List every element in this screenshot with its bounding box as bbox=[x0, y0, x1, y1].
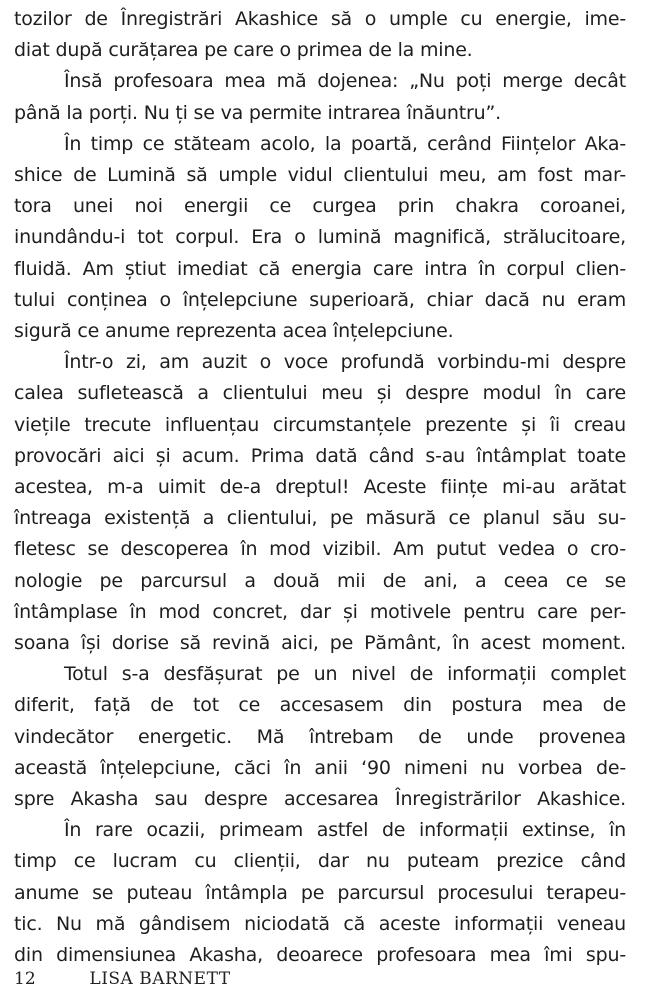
text-line: anume se puteau întâmpla pe parcursul procesului terapeu- bbox=[14, 881, 626, 904]
text-line: calea sufletească a clientului meu și despre modul în care bbox=[14, 382, 626, 405]
text-line: provocări aici și acum. Prima dată când s-au întâmplat toate bbox=[14, 444, 626, 467]
text-line: tic. Nu mă gândisem niciodată că aceste informații veneau bbox=[14, 912, 626, 935]
text-line: acestea, m-a uimit de-a dreptul! Aceste ființe mi-au arătat bbox=[14, 476, 626, 499]
page-footer bbox=[14, 969, 231, 989]
text-line: În timp ce stăteam acolo, la poartă, cerând Ființelor Aka- bbox=[64, 132, 626, 155]
running-author: LISA BARNETT bbox=[89, 969, 231, 989]
text-line: fluidă. Am știut imediat că energia care intra în corpul clien- bbox=[14, 257, 626, 280]
page-number: 12 bbox=[14, 969, 36, 989]
text-line: nologie pe parcursul a două mii de ani, a ceea ce se bbox=[14, 569, 626, 592]
text-line: timp ce lucram cu clienții, dar nu puteam prezice când bbox=[14, 850, 626, 873]
text-line: fletesc se descoperea în mod vizibil. Am putut vedea o cro- bbox=[14, 538, 626, 561]
text-line: Totul s-a desfășurat pe un nivel de informații complet bbox=[64, 663, 626, 686]
text-line: diferit, față de tot ce accesasem din postura mea de bbox=[14, 694, 626, 717]
text-line: întâmplase în mod concret, dar și motivele pentru care per- bbox=[14, 600, 626, 623]
text-line: din dimensiunea Akasha, deoarece profesoara mea îmi spu- bbox=[14, 944, 626, 967]
text-line: tora unei noi energii ce curgea prin chakra coroanei, bbox=[14, 195, 626, 218]
text-line: viețile trecute influențau circumstanțele prezente și îi creau bbox=[14, 413, 626, 436]
text-line: soana își dorise să revină aici, pe Pământ, în acest moment. bbox=[14, 632, 626, 655]
text-line: tului conținea o înțelepciune superioară, chiar dacă nu eram bbox=[14, 288, 626, 311]
text-line: shice de Lumină să umple vidul clientului meu, am fost mar- bbox=[14, 164, 626, 187]
text-line: vindecător energetic. Mă întrebam de unde provenea bbox=[14, 725, 626, 748]
text-line: Însă profesoara mea mă dojenea: „Nu poți merge decât bbox=[64, 70, 626, 93]
text-line: tozilor de Înregistrări Akashice să o umple cu energie, ime- bbox=[14, 8, 626, 30]
text-line: până la porți. Nu ți se va permite intrarea înăuntru”. bbox=[14, 101, 501, 124]
text-line: diat după curățarea pe care o primea de la mine. bbox=[14, 39, 473, 62]
text-line: întreaga existență a clientului, pe măsură ce planul său su- bbox=[14, 507, 626, 530]
body-text bbox=[14, 4, 626, 971]
text-line: sigură ce anume reprezenta acea înțelepciune. bbox=[14, 320, 454, 343]
text-line: această înțelepciune, căci în anii ‘90 nimeni nu vorbea de- bbox=[14, 756, 626, 779]
text-line: inundându-i tot corpul. Era o lumină magnifică, strălucitoare, bbox=[14, 226, 626, 249]
text-line: spre Akasha sau despre accesarea Înregistrărilor Akashice. bbox=[14, 788, 626, 811]
text-line: Într-o zi, am auzit o voce profundă vorbindu-mi despre bbox=[64, 351, 626, 374]
text-line: În rare ocazii, primeam astfel de informații extinse, în bbox=[64, 819, 626, 842]
